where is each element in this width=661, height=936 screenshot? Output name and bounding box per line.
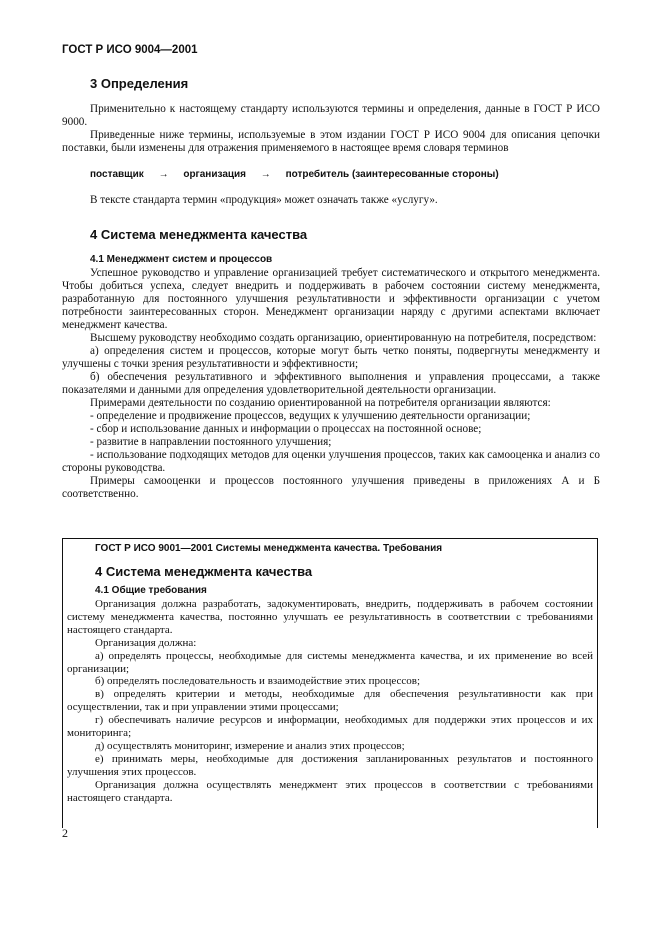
section-4-paragraph: Примерами деятельности по созданию ориентированной на потребителя организации являются: — [90, 397, 551, 409]
section-4-list-item: б) обеспечения результативного и эффективного выполнения и управления процессами, а также показателями и данными для определения удовлетворительной деятельности организации. — [62, 371, 600, 396]
section-4-paragraph: Примеры самооценки и процессов постоянного улучшения приведены в приложениях А и Б соответственно. — [62, 475, 600, 500]
section-4-heading: 4 Система менеджмента качества — [90, 227, 308, 242]
section-4-bullet: - определение и продвижение процессов, ведущих к улучшению деятельности организации; — [90, 410, 531, 422]
section-4-bullet: - использование подходящих методов для оценки улучшения процессов, таких как самооценка и анализ со стороны руководства. — [62, 449, 600, 474]
term-organization: организация — [183, 169, 247, 180]
arrow-icon: → — [158, 169, 169, 180]
excerpt-heading: 4 Система менеджмента качества — [95, 564, 313, 579]
term-consumer: потребитель (заинтересованные стороны) — [285, 169, 499, 180]
excerpt-subheading: 4.1 Общие требования — [95, 585, 207, 596]
excerpt-list-item: б) определять последовательность и взаимодействие этих процессов; — [95, 675, 421, 688]
excerpt-paragraph: Организация должна: — [95, 636, 197, 649]
excerpt-list-item: г) обеспечивать наличие ресурсов и информации, необходимых для поддержки этих процессов и их мониторинга; — [67, 714, 593, 740]
section-3-paragraph: Применительно к настоящему стандарту используются термины и определения, данные в ГОСТ Р ИСО 9000. — [62, 103, 600, 128]
main-content — [62, 76, 600, 501]
section-4-paragraph: Высшему руководству необходимо создать организацию, ориентированную на потребителя, посредством: — [90, 332, 597, 344]
excerpt-list-item: а) определять процессы, необходимые для системы менеджмента качества, и их применение во всей организации; — [67, 649, 593, 675]
section-4-list-item: а) определения систем и процессов, которые могут быть четко поняты, подвергнуты менеджменту и улучшены с точки зрения результативности и эффективности; — [62, 345, 600, 370]
section-4-bullet: - развитие в направлении постоянного улучшения; — [90, 436, 332, 448]
excerpt-paragraph: Организация должна осуществлять менеджмент этих процессов в соответствии с требованиями настоящего стандарта. — [67, 778, 593, 804]
supply-chain-terms — [90, 169, 600, 180]
excerpt-list-item: д) осуществлять мониторинг, измерение и анализ этих процессов; — [95, 739, 405, 752]
section-4-paragraph: Успешное руководство и управление организацией требует систематического и открытого менеджмента. Чтобы добиться успеха, следует внедрить и поддерживать в рабочем состоянии систему менеджмента, разработанную для постоянного улучшения результативности и эффективности организации с учетом потребности заинтересованных сторон. Менеджмент организации наряду с другими аспектами включает менеджмент качества. — [62, 267, 600, 331]
page-number: 2 — [62, 826, 68, 840]
section-3-paragraph: Приведенные ниже термины, используемые в этом издании ГОСТ Р ИСО 9004 для описания цепочки поставки, были изменены для отражения применяемого в настоящее время словаря терминов — [62, 129, 600, 154]
excerpt-title: ГОСТ Р ИСО 9001—2001 Системы менеджмента качества. Требования — [95, 543, 443, 554]
section-4-bullet: - сбор и использование данных и информации о процессах на постоянной основе; — [90, 423, 482, 435]
section-4-1-heading: 4.1 Менеджмент систем и процессов — [90, 254, 273, 265]
section-3-paragraph: В тексте стандарта термин «продукция» может означать также «услугу». — [90, 194, 438, 206]
excerpt-list-item: в) определять критерии и методы, необходимые для обеспечения результативности как при осуществлении, так и при управлении этими процессами; — [67, 688, 593, 714]
term-supplier: поставщик — [90, 169, 144, 180]
running-header: ГОСТ Р ИСО 9004—2001 — [62, 44, 198, 56]
section-3-heading: 3 Определения — [90, 76, 189, 91]
excerpt-paragraph: Организация должна разработать, задокументировать, внедрить, поддерживать в рабочем состоянии систему менеджмента качества, постоянно улучшать ее результативность в соответствии с требованиями настоящего стандарта. — [67, 598, 593, 636]
excerpt-list-item: е) принимать меры, необходимые для достижения запланированных результатов и постоянного улучшения этих процессов. — [67, 752, 593, 778]
iso-9001-excerpt-box — [62, 538, 598, 828]
arrow-icon: → — [260, 169, 271, 180]
